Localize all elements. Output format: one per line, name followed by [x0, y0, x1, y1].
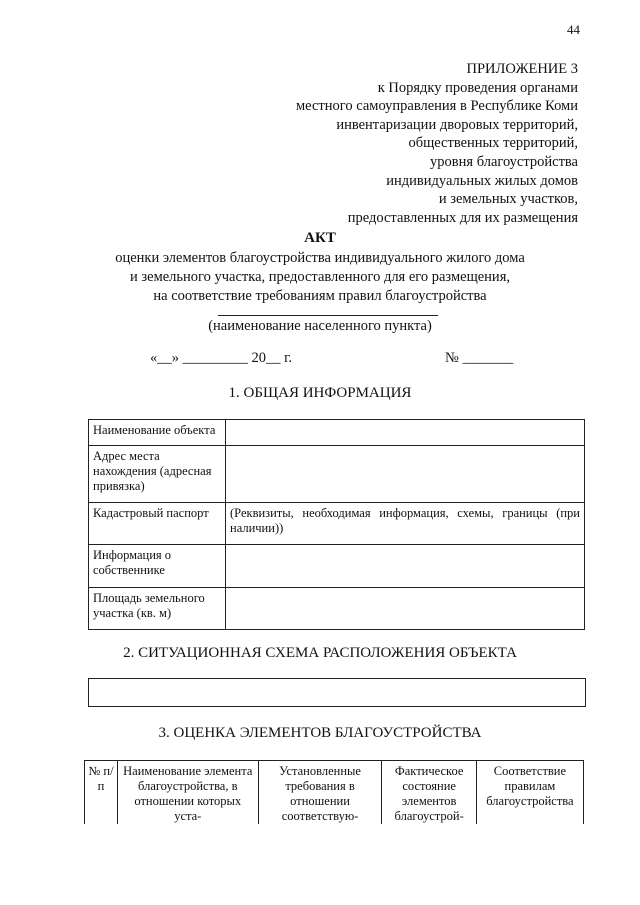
- info-label: Площадь земельного участка (кв. м): [89, 588, 226, 630]
- info-label: Адрес места нахождения (адресная привязка): [89, 446, 226, 503]
- appendix-header: [218, 60, 578, 227]
- act-date-field: «__» _________ 20__ г.: [150, 350, 293, 366]
- act-subtitle-line: на соответствие требованиям правил благоустройства: [153, 287, 487, 304]
- table-row: [89, 420, 585, 446]
- table-row: [89, 545, 585, 588]
- info-value: [226, 420, 585, 446]
- column-header: Установленные требования в отношении соответствую-: [258, 761, 382, 825]
- page-number: 44: [567, 22, 580, 37]
- appendix-line: предоставленных для их размещения: [347, 209, 578, 226]
- appendix-line: местного самоуправления в Республике Коми: [296, 98, 578, 115]
- settlement-underline: [218, 315, 438, 316]
- appendix-line: инвентаризации дворовых территорий,: [336, 116, 578, 133]
- column-header: № п/п: [85, 761, 118, 825]
- column-header: Наименование элемента благоустройства, в отношении которых уста-: [117, 761, 258, 825]
- act-title: АКТ: [304, 230, 336, 246]
- info-value: [226, 588, 585, 630]
- settlement-label: (наименование населенного пункта): [208, 318, 432, 334]
- act-subtitle-line: оценки элементов благоустройства индивидуального жилого дома: [115, 250, 525, 266]
- act-number-field: № _______: [445, 350, 514, 366]
- info-value: (Реквизиты, необходимая информация, схемы, границы (при наличии)): [226, 503, 585, 545]
- column-header: Соответствие правилам благоустройства: [476, 761, 583, 825]
- appendix-line: общественных территорий,: [408, 135, 578, 152]
- info-value: [226, 545, 585, 588]
- appendix-line: индивидуальных жилых домов: [386, 172, 578, 189]
- info-label: Кадастровый паспорт: [89, 503, 226, 545]
- info-label: Информация о собственнике: [89, 545, 226, 588]
- table-row: [89, 588, 585, 630]
- general-info-table: [88, 419, 585, 630]
- table-header-row: [85, 761, 584, 825]
- table-row: [89, 503, 585, 545]
- column-header: Фактическое состояние элементов благоустрой-: [382, 761, 476, 825]
- section2-heading: 2. СИТУАЦИОННАЯ СХЕМА РАСПОЛОЖЕНИЯ ОБЪЕКТА: [123, 645, 517, 661]
- appendix-line: ПРИЛОЖЕНИЕ 3: [466, 61, 578, 77]
- info-label: Наименование объекта: [89, 420, 226, 446]
- section1-heading: 1. ОБЩАЯ ИНФОРМАЦИЯ: [228, 385, 412, 401]
- table-row: [89, 446, 585, 503]
- situation-scheme-box: [88, 678, 586, 707]
- assessment-table: [84, 760, 584, 824]
- appendix-line: к Порядку проведения органами: [377, 79, 578, 96]
- section3-heading: 3. ОЦЕНКА ЭЛЕМЕНТОВ БЛАГОУСТРОЙСТВА: [158, 725, 482, 741]
- act-subtitle-line: и земельного участка, предоставленного для его размещения,: [130, 268, 510, 285]
- appendix-line: и земельных участков,: [438, 191, 578, 208]
- info-value: [226, 446, 585, 503]
- appendix-line: уровня благоустройства: [430, 153, 578, 170]
- act-subtitle: [0, 249, 640, 305]
